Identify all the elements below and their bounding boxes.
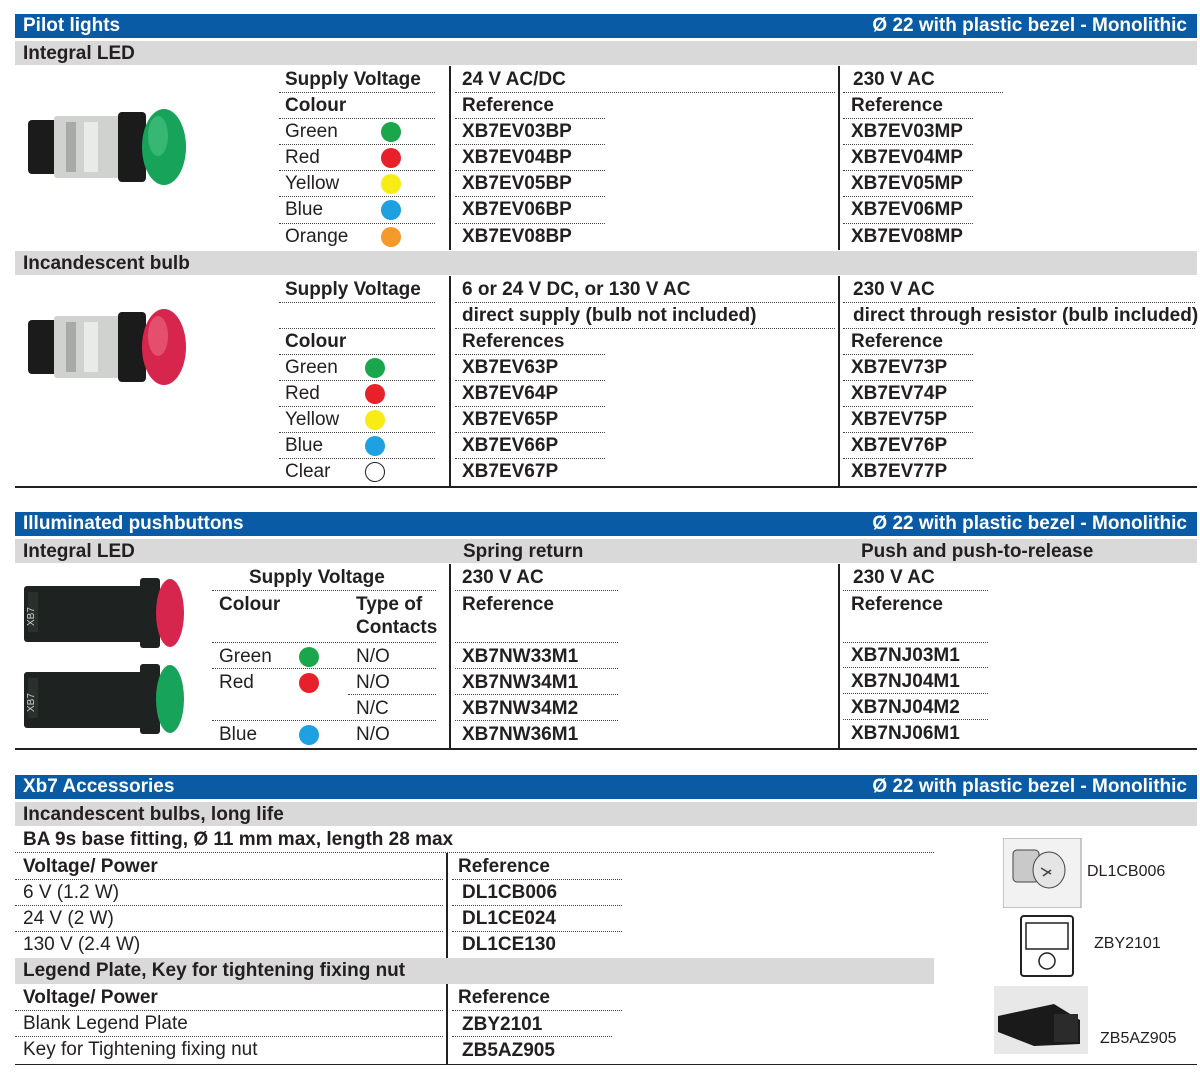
- reference: XB7EV06BP: [462, 199, 572, 220]
- red-dot: [299, 673, 319, 693]
- colour-name: Yellow: [285, 173, 340, 194]
- yellow-dot: [381, 174, 401, 194]
- voltage-2: 230 V AC: [853, 69, 935, 90]
- pilot-light-red-image: [26, 306, 186, 388]
- reference: ZB5AZ905: [462, 1040, 555, 1061]
- voltage-2: 230 V AC: [853, 567, 935, 588]
- blue-dot: [381, 200, 401, 220]
- base-fitting-label: BA 9s base fitting, Ø 11 mm max, length 28 max: [15, 827, 934, 853]
- reference: XB7EV65P: [462, 409, 559, 430]
- legend-plate-subheader: Legend Plate, Key for tightening fixing nut: [15, 958, 934, 984]
- voltage-power: 24 V (2 W): [23, 908, 114, 929]
- supply-description-1: direct supply (bulb not included): [462, 305, 757, 326]
- reference: XB7EV03MP: [851, 121, 963, 142]
- reference: DL1CE024: [462, 908, 556, 929]
- reference: XB7EV77P: [851, 461, 948, 482]
- section-title: Illuminated pushbuttons: [23, 513, 244, 534]
- colour-name: Blue: [285, 435, 324, 456]
- supply-description-2: direct through resistor (bulb included): [853, 305, 1199, 326]
- clear-dot: [365, 462, 385, 482]
- supply-voltage-label: Supply Voltage: [285, 69, 421, 90]
- voltage-power: 6 V (1.2 W): [23, 882, 120, 903]
- reference-label: Reference: [462, 95, 554, 116]
- bezel-label: Ø 22 with plastic bezel - Monolithic: [872, 15, 1187, 36]
- reference: XB7EV04MP: [851, 147, 963, 168]
- reference: XB7NW34M1: [462, 672, 579, 693]
- colour-label: Colour: [285, 95, 347, 116]
- voltage-1: 24 V AC/DC: [462, 69, 566, 90]
- orange-dot: [381, 227, 401, 247]
- reference: XB7EV04BP: [462, 147, 572, 168]
- reference: DL1CB006: [462, 882, 558, 903]
- blue-dot: [365, 436, 385, 456]
- reference: XB7NW33M1: [462, 646, 579, 667]
- accessory-name: Blank Legend Plate: [23, 1013, 188, 1034]
- push-release-label: Push and push-to-release: [861, 541, 1094, 562]
- section-title: Xb7 Accessories: [23, 776, 175, 797]
- subheader-title: Integral LED: [23, 541, 135, 562]
- blue-dot: [299, 725, 319, 745]
- pilot-light-green-image: [26, 106, 186, 188]
- colour-name: Blue: [219, 724, 258, 745]
- pushbuttons-header: [15, 512, 1197, 536]
- reference: XB7EV76P: [851, 435, 948, 456]
- section-title: Pilot lights: [23, 15, 121, 36]
- bezel-label: Ø 22 with plastic bezel - Monolithic: [872, 513, 1187, 534]
- colour-name: Yellow: [285, 409, 340, 430]
- colour-label: Colour: [219, 594, 281, 615]
- contact-type: N/O: [356, 724, 390, 745]
- section-divider: [15, 486, 1197, 488]
- references-label: References: [462, 331, 565, 352]
- voltage-power-label: Voltage/ Power: [23, 987, 158, 1008]
- accessory-name: Key for Tightening fixing nut: [23, 1039, 258, 1060]
- colour-name: Clear: [285, 461, 331, 482]
- svg-text:XB7: XB7: [26, 693, 37, 712]
- reference-label: Reference: [458, 987, 550, 1008]
- reference: XB7EV03BP: [462, 121, 572, 142]
- reference: XB7NJ04M1: [851, 671, 960, 692]
- reference: XB7EV05MP: [851, 173, 963, 194]
- reference: XB7NJ03M1: [851, 645, 960, 666]
- spring-return-label: Spring return: [463, 541, 584, 562]
- integral-led-subheader: [15, 538, 1197, 563]
- contacts-label: Contacts: [356, 617, 438, 638]
- green-dot: [365, 358, 385, 378]
- key-image-label: ZB5AZ905: [1100, 1030, 1177, 1047]
- reference: XB7EV64P: [462, 383, 559, 404]
- bezel-label: Ø 22 with plastic bezel - Monolithic: [872, 776, 1187, 797]
- reference-label: Reference: [851, 331, 943, 352]
- colour-name: Red: [285, 147, 320, 168]
- legend-plate-image-label: ZBY2101: [1094, 935, 1161, 952]
- colour-label: Colour: [285, 331, 347, 352]
- voltage-2: 230 V AC: [853, 279, 935, 300]
- voltage-power-label: Voltage/ Power: [23, 856, 158, 877]
- reference: XB7EV66P: [462, 435, 559, 456]
- accessories-header: [15, 775, 1197, 799]
- reference: XB7EV06MP: [851, 199, 963, 220]
- reference-label: Reference: [851, 594, 943, 615]
- voltage-1: 6 or 24 V DC, or 130 V AC: [462, 279, 691, 300]
- integral-led-subheader: Integral LED: [15, 40, 1197, 65]
- red-dot: [381, 148, 401, 168]
- incandescent-bulb-subheader: Incandescent bulb: [15, 250, 1197, 275]
- reference: XB7EV08MP: [851, 226, 963, 247]
- contact-type: N/O: [356, 646, 390, 667]
- reference: XB7EV05BP: [462, 173, 572, 194]
- contact-type: N/C: [356, 698, 389, 719]
- key-image: [994, 986, 1090, 1054]
- bulb-image-label: DL1CB006: [1087, 863, 1166, 880]
- reference-label: Reference: [851, 95, 943, 116]
- reference: XB7EV67P: [462, 461, 559, 482]
- red-dot: [365, 384, 385, 404]
- reference: XB7NJ04M2: [851, 697, 960, 718]
- incandescent-bulbs-subheader: Incandescent bulbs, long life: [15, 801, 1197, 826]
- section-divider: [15, 748, 1197, 750]
- pilot-lights-header: [15, 14, 1197, 38]
- reference: XB7EV73P: [851, 357, 948, 378]
- colour-name: Green: [285, 357, 338, 378]
- reference: XB7EV63P: [462, 357, 559, 378]
- reference: XB7EV74P: [851, 383, 948, 404]
- voltage-power: 130 V (2.4 W): [23, 934, 141, 955]
- colour-name: Green: [285, 121, 338, 142]
- reference: XB7EV75P: [851, 409, 948, 430]
- colour-name: Green: [219, 646, 272, 667]
- reference: XB7NJ06M1: [851, 723, 960, 744]
- section-divider: [15, 1064, 1197, 1065]
- reference: XB7NW34M2: [462, 698, 579, 719]
- supply-voltage-label: Supply Voltage: [285, 279, 421, 300]
- colour-name: Blue: [285, 199, 324, 220]
- colour-name: Red: [219, 672, 254, 693]
- reference-label: Reference: [462, 594, 554, 615]
- pushbutton-images: [22, 574, 186, 750]
- bulb-image: [1003, 838, 1083, 908]
- colour-name: Orange: [285, 226, 349, 247]
- reference: DL1CE130: [462, 934, 556, 955]
- yellow-dot: [365, 410, 385, 430]
- supply-voltage-label: Supply Voltage: [249, 567, 385, 588]
- voltage-1: 230 V AC: [462, 567, 544, 588]
- reference: ZBY2101: [462, 1014, 543, 1035]
- green-dot: [381, 122, 401, 142]
- reference-label: Reference: [458, 856, 550, 877]
- contact-type: N/O: [356, 672, 390, 693]
- colour-name: Red: [285, 383, 320, 404]
- reference: XB7EV08BP: [462, 226, 572, 247]
- green-dot: [299, 647, 319, 667]
- reference: XB7NW36M1: [462, 724, 579, 745]
- legend-plate-image: [1020, 915, 1082, 979]
- type-of-label: Type of: [356, 594, 423, 615]
- svg-text:XB7: XB7: [26, 607, 37, 626]
